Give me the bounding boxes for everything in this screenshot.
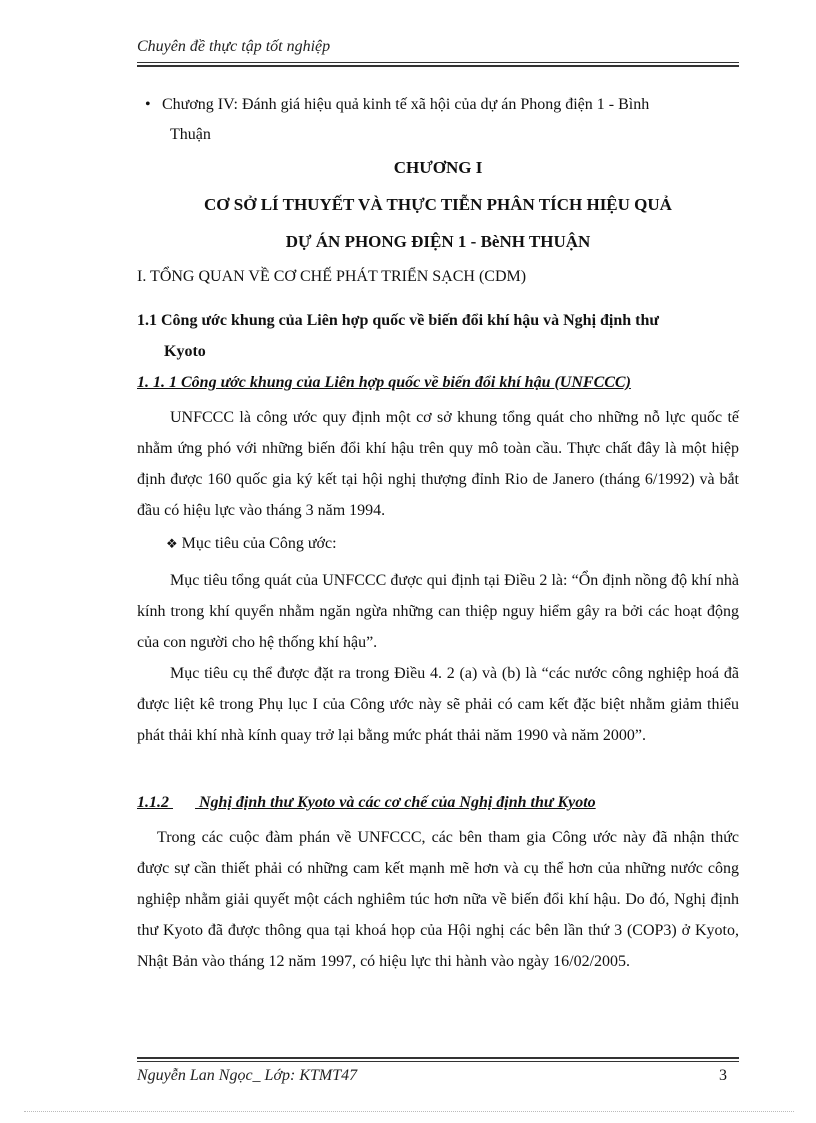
section-heading-1-1-2-number: 1.1.2: [137, 794, 169, 811]
objective-heading: Mục tiêu của Công ước:: [181, 535, 337, 552]
diamond-bullet-icon: ❖: [166, 536, 178, 551]
section-heading-1-1-line2: Kyoto: [164, 343, 206, 360]
bullet-item: [145, 90, 735, 150]
bullet-text-line1: Chương IV: Đánh giá hiệu quả kinh tế xã hội của dự án Phong điện 1 - Bình: [162, 96, 650, 113]
paragraph-general-objective: Mục tiêu tổng quát của UNFCCC được qui định tại Điều 2 là: “Ổn định nồng độ khí nhà kính trong khí quyển nhằm ngăn ngừa những can thiệp nguy hiểm gây ra bởi các hoạt động của con người cho hệ thống khí hậu”.: [137, 572, 739, 651]
section-heading-1-1-2: [137, 794, 739, 812]
section-heading-I: [137, 268, 739, 286]
bullet-dot-icon: •: [145, 96, 151, 113]
section-heading-I-text: I. TỔNG QUAN VỀ CƠ CHẾ PHÁT TRIỂN SẠCH (CDM): [137, 268, 527, 285]
section-heading-1-1-line1: 1.1 Công ước khung của Liên hợp quốc về biến đổi khí hậu và Nghị định thư: [137, 312, 659, 329]
paragraph-kyoto: Trong các cuộc đàm phán về UNFCCC, các bên tham gia Công ước này đã nhận thức được sự cần thiết phải có những cam kết mạnh mẽ hơn và cụ thể hơn của những nước công nghiệp nhằm giải quyết một cách nghiêm túc hơn nữa về biến đổi khí hậu. Do đó, Nghị định thư Kyoto đã được thông qua tại khoá họp của Hội nghị các bên lần thứ 3 (COP3) ở Kyoto, Nhật Bản vào tháng 12 năm 1997, có hiệu lực thi hành vào ngày 16/02/2005.: [137, 829, 739, 970]
header-rule: [137, 62, 739, 68]
paragraph-unfccc: UNFCCC là công ước quy định một cơ sở khung tổng quát cho những nỗ lực quốc tế nhằm ứng phó với những biến đổi khí hậu trên quy mô toàn cầu. Thực chất đây là một hiệp định được 160 quốc gia ký kết tại hội nghị thượng đỉnh Rio de Janero (tháng 6/1992) và bắt đầu có hiệu lực vào tháng 3 năm 1994.: [137, 409, 739, 519]
section-heading-1-1: [137, 305, 739, 367]
section-heading-1-1-2-title: Nghị định thư Kyoto và các cơ chế của Nghị định thư Kyoto: [199, 794, 596, 811]
footer-rule: [137, 1057, 739, 1063]
paragraph-specific-objective: Mục tiêu cụ thể được đặt ra trong Điều 4. 2 (a) và (b) là “các nước công nghiệp hoá đã được liệt kê trong Phụ lục I của Công ước này sẽ phải có cam kết đặc biệt nhằm giảm thiểu phát thải khí nhà kính quay trở lại bằng mức phát thải năm 1990 và năm 2000”.: [137, 665, 739, 744]
page-number: 3: [719, 1067, 727, 1084]
chapter-title-line2: DỰ ÁN PHONG ĐIỆN 1 - BèNH THUẬN: [285, 232, 591, 251]
page-boundary: [24, 1111, 794, 1112]
running-header: Chuyên đề thực tập tốt nghiệp: [137, 38, 331, 55]
chapter-number: CHƯƠNG I: [393, 158, 483, 177]
objective-item: [166, 535, 337, 553]
bullet-text-line2: Thuận: [170, 126, 211, 143]
section-heading-1-1-1: 1. 1. 1 Công ước khung của Liên hợp quốc về biến đổi khí hậu (UNFCCC): [137, 374, 631, 391]
footer-author: Nguyễn Lan Ngọc_ Lớp: KTMT47: [137, 1067, 358, 1084]
chapter-title-line1: CƠ SỞ LÍ THUYẾT VÀ THỰC TIỄN PHÂN TÍCH HIỆU QUẢ: [204, 195, 672, 214]
